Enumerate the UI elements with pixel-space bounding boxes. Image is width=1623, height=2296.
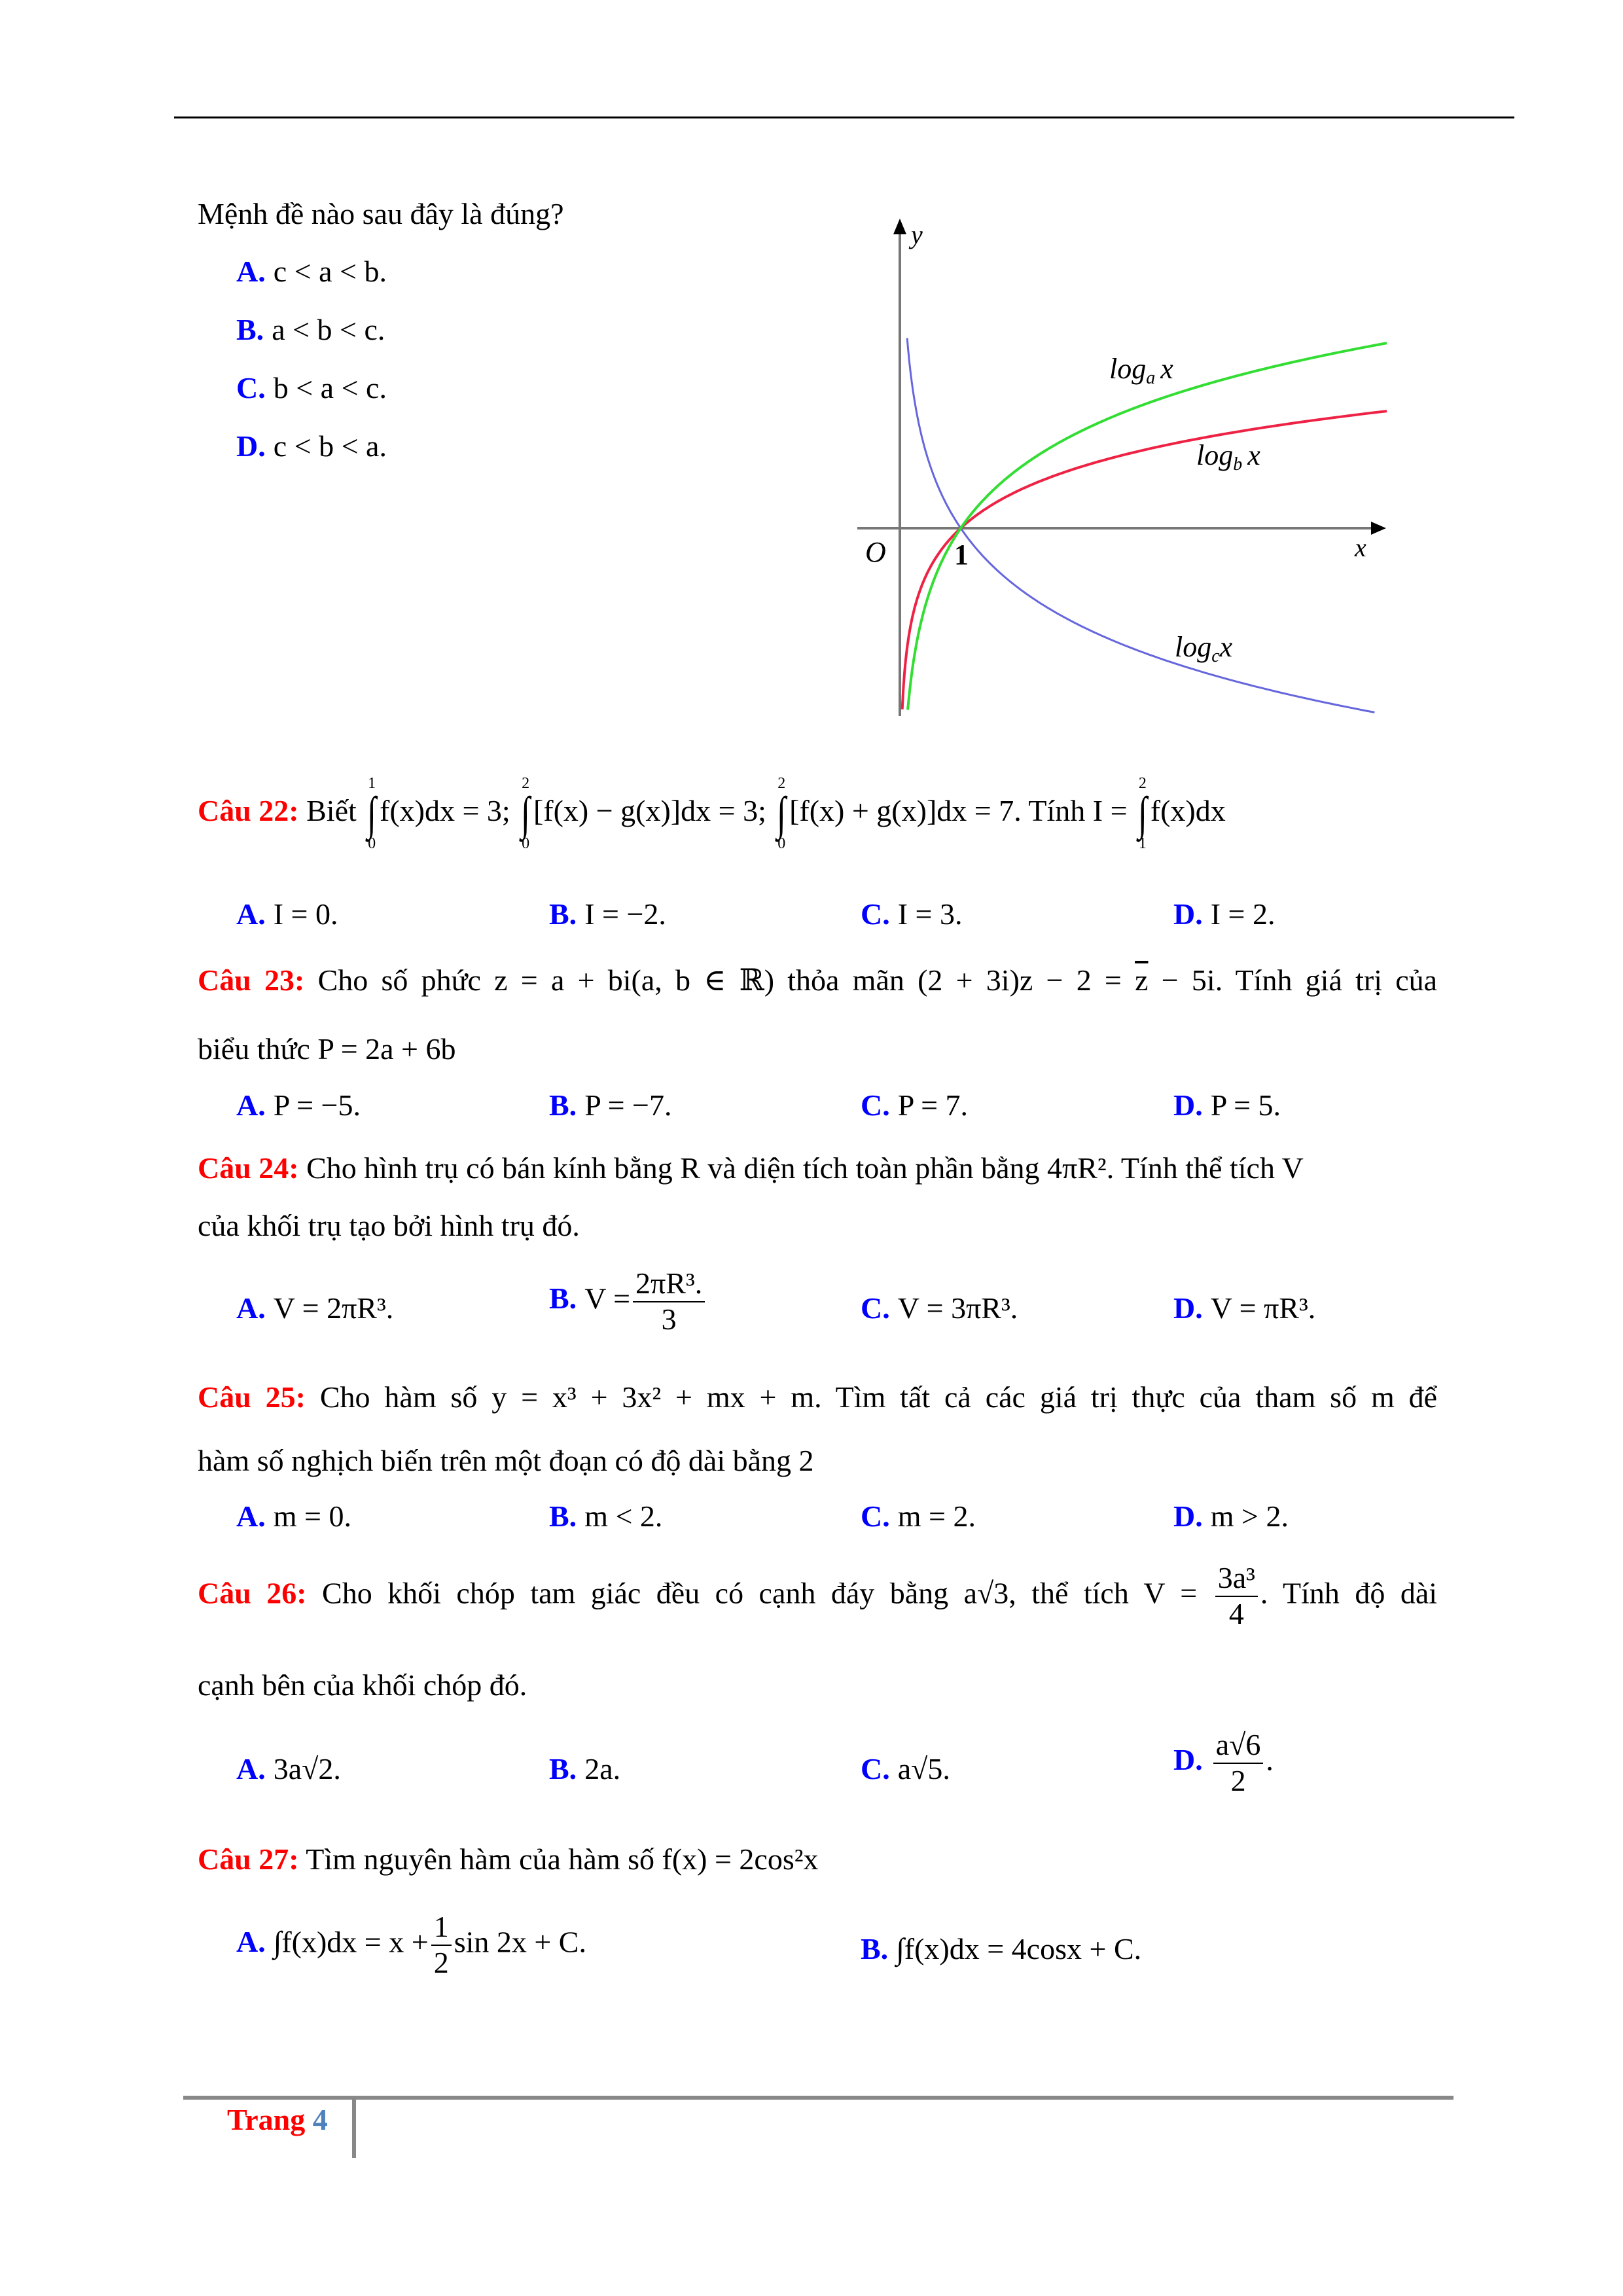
question-26-line2: cạnh bên của khối chóp đó.	[198, 1668, 527, 1702]
q24-option-a: A. V = 2πR³.	[236, 1291, 394, 1325]
q23-option-d: D. P = 5.	[1173, 1088, 1281, 1122]
q22-option-c: C. I = 3.	[861, 897, 963, 931]
q22-option-a: A. I = 0.	[236, 897, 338, 931]
integral-4: 2 ∫ 1	[1137, 775, 1147, 853]
q22-option-b: B. I = −2.	[549, 897, 666, 931]
intro-option-a: A. c < a < b.	[236, 255, 387, 288]
q24-option-c: C. V = 3πR³.	[861, 1291, 1018, 1325]
q25-option-a: A. m = 0.	[236, 1499, 351, 1533]
y-axis-arrow	[893, 219, 906, 234]
one-label: 1	[954, 539, 969, 571]
label-log-a: loga x	[1109, 353, 1173, 388]
q23-option-a: A. P = −5.	[236, 1088, 361, 1122]
question-26: Câu 26: Cho khối chóp tam giác đều có cạnh đáy bằng a√3, thể tích V = $\frac{\text{3a³}}{4}$ . Tính độ dài	[198, 1561, 1438, 1630]
curve-log-b	[902, 411, 1387, 709]
question-23-line2: biểu thức P = 2a + 6b	[198, 1032, 456, 1066]
question-24-line2: của khối trụ tạo bởi hình trụ đó.	[198, 1209, 580, 1242]
q27-option-a: A. ∫f(x)dx = x + $\frac{1}{2}$ sin 2x + C.	[236, 1910, 586, 1979]
question-25-line2: hàm số nghịch biến trên một đoạn có độ dài bằng 2	[198, 1444, 814, 1477]
footer-rule	[183, 2096, 1454, 2100]
q24-option-d: D. V = πR³.	[1173, 1291, 1316, 1325]
x-axis-arrow	[1371, 522, 1386, 535]
intro-option-c: C. b < a < c.	[236, 371, 387, 404]
q27-option-b: B. ∫f(x)dx = 4cosx + C.	[861, 1932, 1142, 1965]
y-axis-label: y	[911, 220, 923, 249]
intro-question: Mệnh đề nào sau đây là đúng?	[198, 197, 564, 230]
q25-option-d: D. m > 2.	[1173, 1499, 1289, 1533]
q26-option-c: C. a√5.	[861, 1752, 950, 1785]
q26-option-a: A. 3a√2.	[236, 1752, 341, 1785]
q25-option-b: B. m < 2.	[549, 1499, 663, 1533]
curve-log-c	[907, 338, 1374, 713]
x-axis-label: x	[1355, 533, 1366, 562]
integral-3: 2 ∫ 0	[777, 775, 787, 853]
q25-option-c: C. m = 2.	[861, 1499, 976, 1533]
q26-option-d: D. $\frac{a√6}{2}$ .	[1173, 1728, 1274, 1797]
intro-option-d: D. c < b < a.	[236, 429, 387, 463]
question-25: Câu 25: Cho hàm số y = x³ + 3x² + mx + m. Tìm tất cả các giá trị thực của tham số m để	[198, 1380, 1438, 1414]
q22-option-d: D. I = 2.	[1173, 897, 1275, 931]
question-22: Câu 22: Biết 1 ∫ 0 f(x)dx = 3; 2 ∫ 0 [f(x) − g(x)]dx = 3; 2 ∫ 0 [f(x) + g(x)]dx = 7. Tính I = 2 ∫ 1 f(x)dx	[198, 775, 1226, 853]
origin-label: O	[865, 536, 886, 568]
label-log-b: logb x	[1196, 439, 1260, 475]
question-24: Câu 24: Cho hình trụ có bán kính bằng R và diện tích toàn phần bằng 4πR². Tính thể tích V	[198, 1151, 1304, 1185]
q24-option-b: B. V = $\frac{\text{2πR³.}}{3}$	[549, 1266, 707, 1337]
page-number-label: Trang 4	[227, 2103, 328, 2136]
q23-option-b: B. P = −7.	[549, 1088, 672, 1122]
label-log-c: logcx	[1175, 631, 1233, 666]
integral-1: 1 ∫ 0	[367, 775, 377, 853]
intro-option-b: B. a < b < c.	[236, 313, 385, 346]
question-27: Câu 27: Tìm nguyên hàm của hàm số f(x) = 2cos²x	[198, 1842, 819, 1876]
integral-2: 2 ∫ 0	[521, 775, 530, 853]
log-graph-figure	[0, 0, 1623, 785]
question-23: Câu 23: Cho số phức z = a + bi(a, b ∈ ℝ) thỏa mãn $(2 + 3i)z - 2 = \overline{z} - 5i$. Tính giá trị của	[198, 963, 1438, 997]
q26-option-b: B. 2a.	[549, 1752, 621, 1785]
q23-option-c: C. P = 7.	[861, 1088, 969, 1122]
footer-divider	[352, 2097, 356, 2158]
